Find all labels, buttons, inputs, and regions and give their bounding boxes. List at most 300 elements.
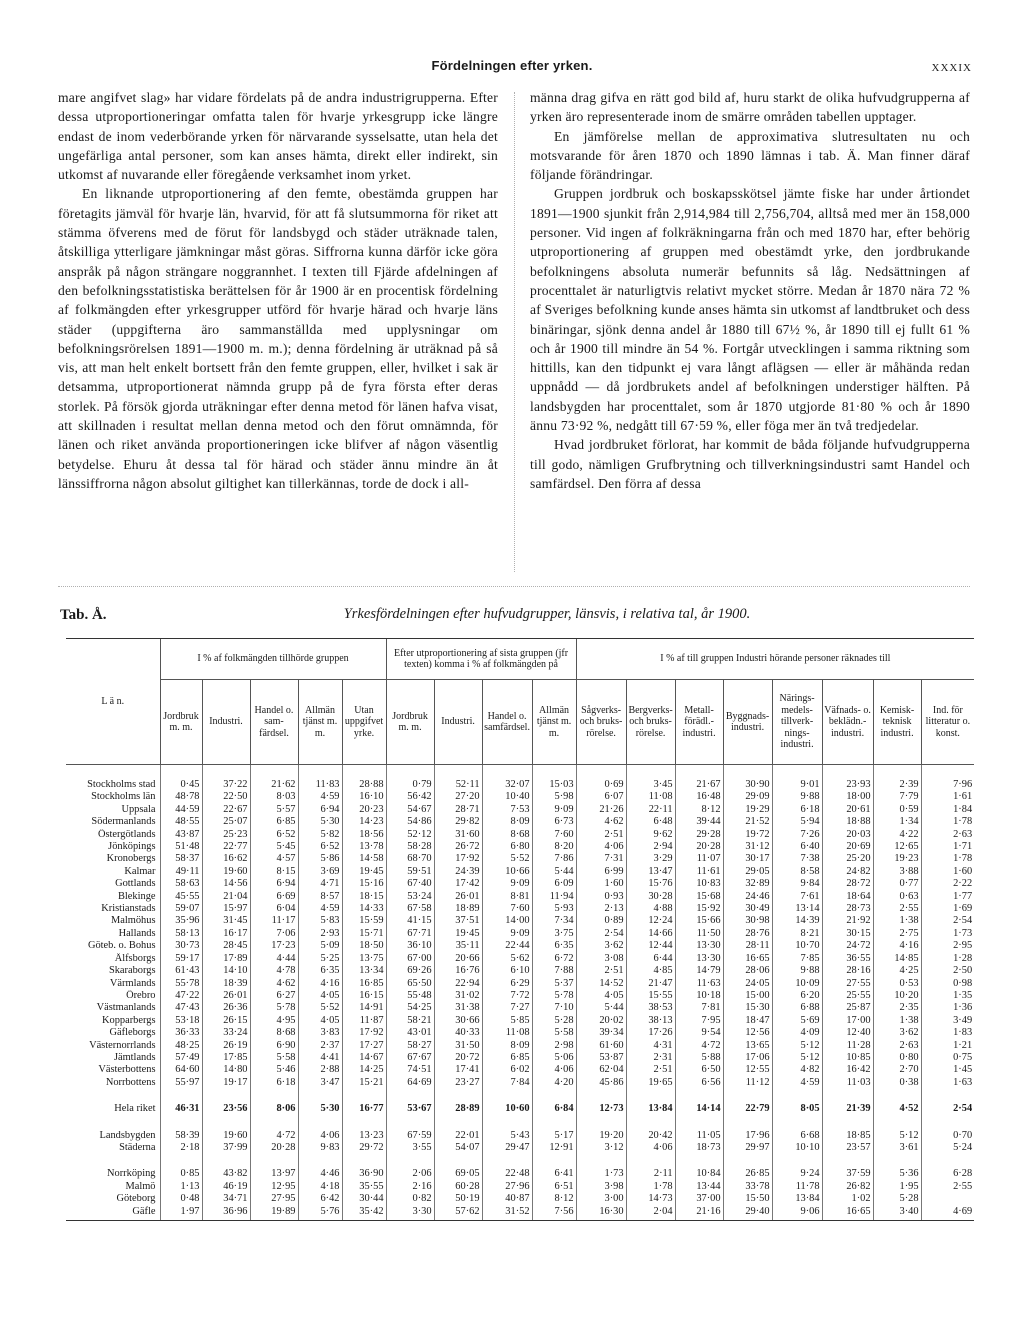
table-cell: 6·42	[298, 1193, 342, 1205]
table-cell: 10·60	[482, 1089, 532, 1115]
table-cell: 5·83	[298, 915, 342, 927]
table-cell: 10·40	[482, 791, 532, 803]
table-cell: 10·70	[772, 940, 822, 952]
table-cell: 11·78	[772, 1181, 822, 1193]
table-cell: 2·51	[576, 965, 626, 977]
table-row	[66, 1181, 974, 1193]
table-row	[66, 903, 974, 915]
table-cell: 2·37	[298, 1040, 342, 1052]
table-cell: 14·67	[342, 1052, 386, 1064]
table-cell: 24·05	[723, 978, 772, 990]
table-cell: 8·12	[675, 804, 723, 816]
table-row	[66, 1040, 974, 1052]
table-cell: 32·07	[482, 765, 532, 792]
table-cell: 9·54	[675, 1027, 723, 1039]
row-label: Västmanlands	[96, 1002, 156, 1014]
table-cell: 7·96	[921, 765, 974, 792]
table-cell: 20·23	[342, 804, 386, 816]
table-cell: 9·62	[626, 829, 675, 841]
table-cell: 4·69	[921, 1206, 974, 1221]
table-cell: 10·18	[675, 990, 723, 1002]
table-cell: 0·59	[873, 804, 921, 816]
table-cell: 23·27	[434, 1077, 482, 1089]
table-cell: 16·15	[342, 990, 386, 1002]
table-cell: 21·39	[822, 1089, 873, 1115]
table-cell: 55·97	[160, 1077, 202, 1089]
table-cell: 6·52	[250, 829, 298, 841]
table-cell: 23·57	[822, 1142, 873, 1154]
table-cell: 2·98	[532, 1040, 576, 1052]
table-cell: 1·97	[160, 1206, 202, 1221]
table-cell: 12·44	[626, 940, 675, 952]
table-cell: 48·55	[160, 816, 202, 828]
table-cell: 5·28	[532, 1015, 576, 1027]
table-cell: 2·18	[160, 1142, 202, 1154]
table-cell: 15·55	[626, 990, 675, 1002]
table-cell: 17·85	[202, 1052, 250, 1064]
table-row	[66, 878, 974, 890]
table-cell: 37·99	[202, 1142, 250, 1154]
row-label: Norrköping	[107, 1168, 156, 1180]
table-cell: 5·12	[772, 1052, 822, 1064]
table-cell: 3·83	[298, 1027, 342, 1039]
table-cell: 5·44	[532, 866, 576, 878]
table-cell: 11·94	[532, 891, 576, 903]
table-cell: 4·18	[298, 1181, 342, 1193]
table-cell: 14·33	[342, 903, 386, 915]
paragraph: Hvad jordbruket förlorat, har kommit de båda följande hufvudgrupperna till godo, nämligen Grufbrytning och tillverkningsindustri samt Handel och samfärdsel. Den förra af dessa	[530, 437, 970, 491]
table-cell: 21·52	[723, 816, 772, 828]
table-cell: 4·16	[298, 978, 342, 990]
table-cell: 30·44	[342, 1193, 386, 1205]
table-cell: 5·58	[532, 1027, 576, 1039]
table-cell: 5·78	[250, 1002, 298, 1014]
table-cell: 4·52	[873, 1089, 921, 1115]
table-cell: 17·92	[434, 853, 482, 865]
table-row	[66, 829, 974, 841]
column-header: Utan uppgifvet yrke.	[342, 680, 386, 765]
table-cell: 6·20	[772, 990, 822, 1002]
table-cell: 55·48	[386, 990, 434, 1002]
header-lan: L ä n.	[66, 639, 160, 765]
table-cell: 67·00	[386, 953, 434, 965]
row-label: Norrbottens	[105, 1076, 156, 1088]
table-cell: 26·19	[202, 1040, 250, 1052]
table-cell: 29·97	[723, 1142, 772, 1154]
column-header: Allmän tjänst m. m.	[532, 680, 576, 765]
column-header: Jordbruk m. m.	[386, 680, 434, 765]
table-cell: 10·10	[772, 1142, 822, 1154]
table-row	[66, 1002, 974, 1014]
table-row	[66, 1193, 974, 1205]
table-cell: 11·28	[822, 1040, 873, 1052]
table-cell: 58·39	[160, 1116, 202, 1142]
table-cell: 6·41	[532, 1154, 576, 1180]
row-label: Göteb. o. Bohus	[87, 940, 156, 952]
table-cell: 53·24	[386, 891, 434, 903]
table-caption-text: Yrkesfördelningen efter hufvudgrupper, länsvis, i relativa tal, år 1900.	[343, 606, 751, 622]
table-cell: 4·20	[532, 1077, 576, 1089]
table-cell: 17·41	[434, 1064, 482, 1076]
statistics-table	[66, 638, 974, 1221]
table-cell: 9·09	[482, 928, 532, 940]
table-cell: 15·76	[626, 878, 675, 890]
table-cell: 4·06	[532, 1064, 576, 1076]
table-cell: 8·68	[482, 829, 532, 841]
table-row	[66, 866, 974, 878]
row-label: Hallands	[118, 927, 156, 939]
table-cell: 0·82	[386, 1193, 434, 1205]
table-cell: 5·12	[772, 1040, 822, 1052]
table-cell: 20·02	[576, 1015, 626, 1027]
table-cell: 9·84	[772, 878, 822, 890]
table-cell: 67·71	[386, 928, 434, 940]
table-cell: 6·44	[626, 953, 675, 965]
table-cell: 1·83	[921, 1027, 974, 1039]
section-separator	[58, 586, 970, 587]
table-cell: 7·06	[250, 928, 298, 940]
table-cell: 59·17	[160, 953, 202, 965]
row-label: Örebro	[126, 989, 156, 1001]
table-cell: 59·07	[160, 903, 202, 915]
table-cell: 30·17	[723, 853, 772, 865]
table-cell: 5·28	[873, 1193, 921, 1205]
table-cell: 1·78	[921, 816, 974, 828]
table-cell: 19·23	[873, 853, 921, 865]
table-cell: 6·35	[298, 965, 342, 977]
table-cell: 29·09	[723, 791, 772, 803]
column-header: Allmän tjänst m. m.	[298, 680, 342, 765]
table-cell: 14·91	[342, 1002, 386, 1014]
table-cell: 15·21	[342, 1077, 386, 1089]
table-cell: 22·94	[434, 978, 482, 990]
table-cell: 43·87	[160, 829, 202, 841]
table-cell: 19·89	[250, 1206, 298, 1221]
table-cell: 11·08	[626, 791, 675, 803]
row-label: Göteborg	[116, 1193, 156, 1205]
row-label: Landsbygden	[99, 1129, 156, 1141]
table-cell: 19·17	[202, 1077, 250, 1089]
table-cell: 39·34	[576, 1027, 626, 1039]
table-cell: 34·71	[202, 1193, 250, 1205]
table-cell: 5·46	[250, 1064, 298, 1076]
table-cell: 15·97	[202, 903, 250, 915]
table-cell: 29·47	[482, 1142, 532, 1154]
table-cell: 4·06	[576, 841, 626, 853]
table-row	[66, 915, 974, 927]
table-cell: 30·90	[723, 765, 772, 792]
table-cell: 19·45	[342, 866, 386, 878]
table-cell: 20·61	[822, 804, 873, 816]
table-cell: 1·28	[921, 953, 974, 965]
table-cell: 1·13	[160, 1181, 202, 1193]
table-cell: 30·66	[434, 1015, 482, 1027]
table-cell: 3·47	[298, 1077, 342, 1089]
table-cell: 27·96	[482, 1181, 532, 1193]
table-cell: 7·38	[772, 853, 822, 865]
table-cell: 4·41	[298, 1052, 342, 1064]
table-row	[66, 1206, 974, 1221]
paragraph: En liknande utproportionering af den femte, obestämda gruppen har företagits jämväl för hvarje län, hvarvid, för att få slutsummorna för riket att stämma öfverens med de förut för landsbygd och städer uträknade talen, åtskilliga ytterligare jämkningar måst göras. Siffrorna kunna därför icke göra anspråk på någon strängare noggrannhet. I texten till Fjärde afdelningen af den befolkningsstatistiska berättelsen för år 1900 är en procentisk fördelning af folkmängden efter yrkesgrupper utförd för hvarje härad och hvarje läns städer (uppgifterna äro sammanställda med upplysningar om befolkningsrörelsen 1891—1900 m. m.); denna fördelning är uträknad på så vis, att man helt enkelt bortsett från den femte gruppen, eller, hvilket i sak är detsamma, utproportionerat nämnda grupp på de fyra första efter deras storlek. På försök gjorda uträkningar efter denna metod för länen hafva visat, att skillnaden i resultat mellan denna metod och den förut omnämnda, för länen och riket använda proportioneringen icke blifver af någon väsentlig betydelse. Ehuru åt dessa tal för härad och städer ännu mindre än åt länssiffrorna någon absolut giltighet kan tillerkännas, torde de dock i all-	[58, 186, 498, 491]
column-header: Industri.	[202, 680, 250, 765]
table-cell: 14·56	[202, 878, 250, 890]
paragraph: mare angifvet slag» har vidare fördelats på de andra industrigrupperna. Efter dessa utproportioneringar omfatta talen för hvarje yrkesgrupp icke längre endast de inom vederbörande yrken för närvarande sysselsatte, utan hela det ungefärliga antal personer, som kan anses hämta, direkt eller indirekt, sin utkomst af nuvarande eller föregående verksamhet inom yrket.	[58, 90, 498, 183]
table-cell: 1·21	[921, 1040, 974, 1052]
table-cell: 45·55	[160, 891, 202, 903]
table-cell: 1·73	[576, 1154, 626, 1180]
table-cell: 17·27	[342, 1040, 386, 1052]
table-cell: 12·91	[532, 1142, 576, 1154]
table-cell: 0·48	[160, 1193, 202, 1205]
table-cell: 9·24	[772, 1154, 822, 1180]
table-cell: 6·51	[532, 1181, 576, 1193]
table-caption	[0, 606, 1024, 623]
table-cell: 58·27	[386, 1040, 434, 1052]
table-cell: 20·03	[822, 829, 873, 841]
table-cell: 3·40	[873, 1206, 921, 1221]
table-cell: 5·12	[873, 1116, 921, 1142]
table-cell: 24·39	[434, 866, 482, 878]
table-cell: 21·04	[202, 891, 250, 903]
row-label: Stockholms stad	[87, 779, 156, 790]
table-cell: 4·62	[576, 816, 626, 828]
table-cell: 37·22	[202, 765, 250, 792]
table-cell: 29·28	[675, 829, 723, 841]
column-header: Handel o. samfärdsel.	[250, 680, 298, 765]
table-cell: 8·03	[250, 791, 298, 803]
row-label: Västerbottens	[98, 1064, 156, 1076]
table-cell: 5·98	[532, 791, 576, 803]
table-cell: 6·72	[532, 953, 576, 965]
table-cell: 4·95	[250, 1015, 298, 1027]
table-cell: 14·85	[873, 953, 921, 965]
right-text-column	[530, 88, 970, 493]
table-cell: 0·79	[386, 765, 434, 792]
row-label: Skaraborgs	[108, 965, 156, 977]
table-cell: 16·62	[202, 853, 250, 865]
table-cell: 65·50	[386, 978, 434, 990]
table-cell: 15·30	[723, 1002, 772, 1014]
table-row	[66, 891, 974, 903]
table-cell: 1·71	[921, 841, 974, 853]
table-cell: 26·72	[434, 841, 482, 853]
table-cell: 18·73	[675, 1142, 723, 1154]
table-cell: 0·45	[160, 765, 202, 792]
table-cell: 28·71	[434, 804, 482, 816]
table-cell: 5·52	[298, 1002, 342, 1014]
table-cell: 20·28	[675, 841, 723, 853]
table-cell: 4·16	[873, 940, 921, 952]
header-group-population: I % af folkmängden tillhörde gruppen	[160, 639, 386, 680]
row-label: Östergötlands	[97, 828, 156, 840]
table-cell: 7·61	[772, 891, 822, 903]
table-cell: 5·85	[482, 1015, 532, 1027]
table-cell: 67·58	[386, 903, 434, 915]
table-cell: 0·80	[873, 1052, 921, 1064]
row-label: Uppsala	[121, 803, 156, 815]
table-cell: 12·24	[626, 915, 675, 927]
table-cell: 1·95	[873, 1181, 921, 1193]
table-cell: 15·71	[342, 928, 386, 940]
table-cell: 15·03	[532, 765, 576, 792]
table-cell: 3·55	[386, 1142, 434, 1154]
table-cell: 5·82	[298, 829, 342, 841]
table-row	[66, 1052, 974, 1064]
column-header: Handel o. samfärdsel.	[482, 680, 532, 765]
table-cell: 2·93	[298, 928, 342, 940]
table-cell: 13·23	[342, 1116, 386, 1142]
table-row	[66, 816, 974, 828]
table-cell: 6·35	[532, 940, 576, 952]
table-cell: 4·05	[298, 990, 342, 1002]
table-cell: 54·67	[386, 804, 434, 816]
table-cell: 17·06	[723, 1052, 772, 1064]
table-cell: 67·40	[386, 878, 434, 890]
table-cell: 10·83	[675, 878, 723, 890]
table-cell: 15·68	[675, 891, 723, 903]
table-cell: 13·44	[675, 1181, 723, 1193]
table-cell: 30·49	[723, 903, 772, 915]
table-cell: 0·70	[921, 1116, 974, 1142]
table-cell: 2·55	[873, 903, 921, 915]
table-cell: 31·12	[723, 841, 772, 853]
table-cell: 8·09	[482, 816, 532, 828]
table-cell: 5·37	[532, 978, 576, 990]
table-cell: 14·73	[626, 1193, 675, 1205]
table-cell: 6·18	[772, 804, 822, 816]
table-cell: 0·53	[873, 978, 921, 990]
table-cell: 22·50	[202, 791, 250, 803]
table-cell: 9·01	[772, 765, 822, 792]
table-cell: 14·58	[342, 853, 386, 865]
table-cell: 0·38	[873, 1077, 921, 1089]
table-cell: 6·27	[250, 990, 298, 1002]
table-cell: 15·66	[675, 915, 723, 927]
table-cell: 1·84	[921, 804, 974, 816]
table-cell: 5·30	[298, 1089, 342, 1115]
table-row	[66, 1089, 974, 1115]
table-cell: 0·85	[160, 1154, 202, 1180]
table-cell: 5·69	[772, 1015, 822, 1027]
table-cell: 13·84	[772, 1193, 822, 1205]
table-row	[66, 1027, 974, 1039]
table-cell: 5·62	[482, 953, 532, 965]
table-cell: 35·96	[160, 915, 202, 927]
table-row	[66, 965, 974, 977]
table-cell: 13·30	[675, 940, 723, 952]
table-cell: 58·37	[160, 853, 202, 865]
table-cell: 4·22	[873, 829, 921, 841]
table-cell: 30·15	[822, 928, 873, 940]
table-cell: 58·21	[386, 1015, 434, 1027]
row-label: Kopparbergs	[102, 1014, 156, 1026]
table-cell: 6·10	[482, 965, 532, 977]
table-cell: 6·73	[532, 816, 576, 828]
table-cell: 2·04	[626, 1206, 675, 1221]
table-cell: 45·86	[576, 1077, 626, 1089]
table-cell: 27·20	[434, 791, 482, 803]
table-cell: 41·15	[386, 915, 434, 927]
table-cell: 14·39	[772, 915, 822, 927]
table-cell: 14·00	[482, 915, 532, 927]
table-cell: 59·51	[386, 866, 434, 878]
table-cell: 0·69	[576, 765, 626, 792]
table-cell: 38·53	[626, 1002, 675, 1014]
table-cell: 7·27	[482, 1002, 532, 1014]
table-cell: 6·18	[250, 1077, 298, 1089]
table-cell: 53·87	[576, 1052, 626, 1064]
table-cell: 1·36	[921, 1002, 974, 1014]
table-cell: 7·84	[482, 1077, 532, 1089]
table-cell: 28·89	[434, 1089, 482, 1115]
table-cell: 5·86	[298, 853, 342, 865]
table-cell: 26·82	[822, 1181, 873, 1193]
table-cell: 2·54	[921, 1089, 974, 1115]
table-cell: 57·49	[160, 1052, 202, 1064]
table-cell: 11·12	[723, 1077, 772, 1089]
table-cell: 17·89	[202, 953, 250, 965]
table-cell: 48·25	[160, 1040, 202, 1052]
table-cell: 8·15	[250, 866, 298, 878]
row-label: Jönköpings	[108, 841, 156, 853]
table-cell: 1·60	[921, 866, 974, 878]
table-cell: 40·33	[434, 1027, 482, 1039]
table-cell: 60·28	[434, 1181, 482, 1193]
table-cell: 14·52	[576, 978, 626, 990]
table-cell: 9·88	[772, 965, 822, 977]
table-cell: 1·60	[576, 878, 626, 890]
table-cell: 18·85	[822, 1116, 873, 1142]
row-label: Hela riket	[114, 1103, 156, 1115]
table-cell: 18·00	[822, 791, 873, 803]
table-cell: 15·00	[723, 990, 772, 1002]
table-cell: 2·63	[921, 829, 974, 841]
table-cell: 32·89	[723, 878, 772, 890]
table-cell: 3·62	[576, 940, 626, 952]
table-cell: 16·30	[576, 1206, 626, 1221]
table-cell: 9·88	[772, 791, 822, 803]
table-cell: 4·06	[626, 1142, 675, 1154]
table-cell: 4·09	[772, 1027, 822, 1039]
table-cell: 3·29	[626, 853, 675, 865]
table-cell: 3·08	[576, 953, 626, 965]
table-cell: 0·77	[873, 878, 921, 890]
table-cell: 54·86	[386, 816, 434, 828]
table-cell: 56·42	[386, 791, 434, 803]
table-cell: 6·50	[675, 1064, 723, 1076]
table-row	[66, 940, 974, 952]
row-label: Malmö	[125, 1180, 156, 1192]
table-cell: 37·59	[822, 1154, 873, 1180]
table-cell: 2·75	[873, 928, 921, 940]
table-cell: 25·55	[822, 990, 873, 1002]
table-cell: 35·11	[434, 940, 482, 952]
column-header: Kemisk-teknisk industri.	[873, 680, 921, 765]
header-group-proportioned: Efter utproportionering af sista gruppen (jfr texten) komma i % af folkmängden på	[386, 639, 576, 680]
table-cell: 36·10	[386, 940, 434, 952]
table-cell: 6·04	[250, 903, 298, 915]
table-cell: 33·24	[202, 1027, 250, 1039]
table-cell: 19·65	[626, 1077, 675, 1089]
table-cell: 21·16	[675, 1206, 723, 1221]
table-cell: 4·46	[298, 1154, 342, 1180]
table-cell: 21·92	[822, 915, 873, 927]
table-cell: 46·19	[202, 1181, 250, 1193]
table-cell: 6·99	[576, 866, 626, 878]
table-cell: 18·47	[723, 1015, 772, 1027]
table-cell: 17·42	[434, 878, 482, 890]
table-cell: 21·26	[576, 804, 626, 816]
